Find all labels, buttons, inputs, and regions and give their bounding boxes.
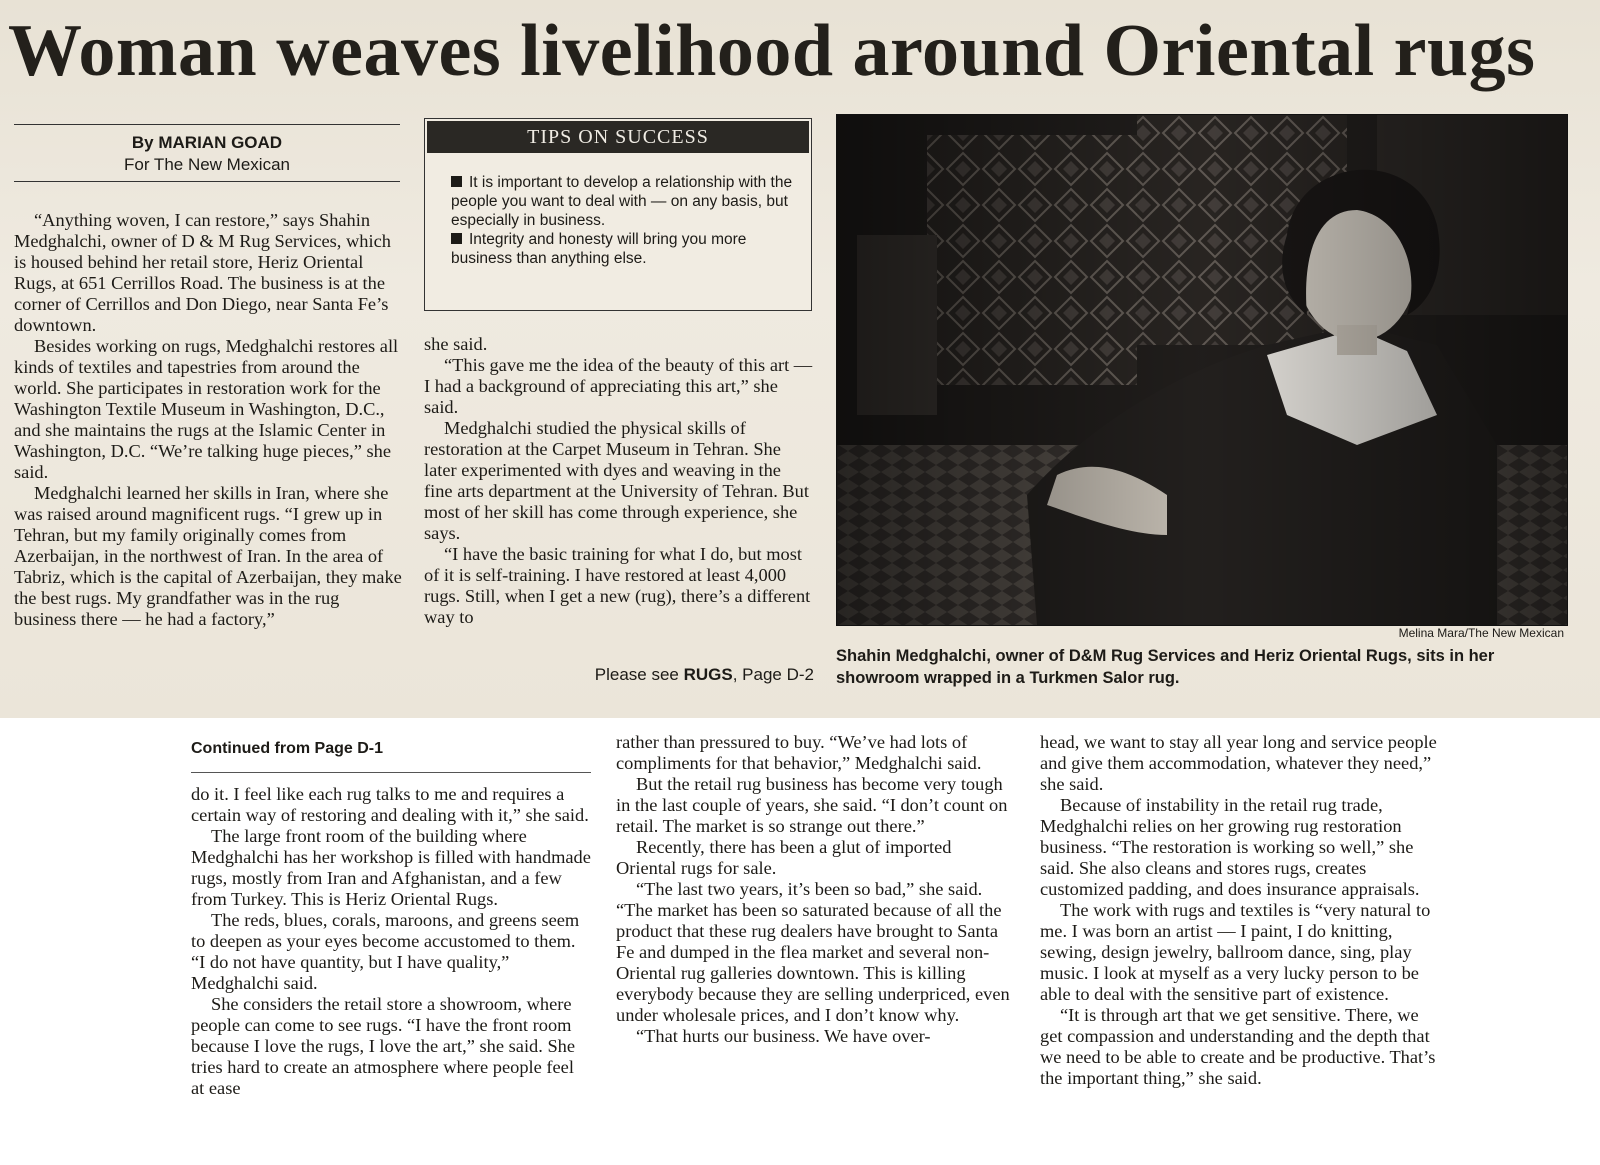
paragraph: “That hurts our business. We have over- — [636, 1026, 931, 1046]
article-photo — [836, 114, 1568, 626]
paragraph: do it. I feel like each rug talks to me and requires a certain way of restoring and dealing with it,” she said. — [191, 784, 589, 825]
paragraph: “This gave me the idea of the beauty of this art — I had a background of appreciating this art,” she said. — [424, 355, 813, 417]
paragraph: The work with rugs and textiles is “very natural to me. I was born an artist — I paint, I do knitting, sewing, design jewelry, ballroom dance, sing, play music. I look at myself as a very lucky person to be able to deal with the sensitive part of existence. — [1040, 900, 1431, 1004]
jump-prefix: Please see — [594, 665, 684, 684]
paragraph: The large front room of the building where Medghalchi has her workshop is filled with handmade rugs, mostly from Iran and Afghanistan, and a few from Turkey. This is Heriz Oriental Rugs. — [191, 826, 591, 909]
divider — [191, 772, 591, 773]
photo-illustration — [837, 115, 1567, 625]
jump-line — [424, 665, 814, 685]
paragraph: Medghalchi studied the physical skills of restoration at the Carpet Museum in Tehran. She later experimented with dyes and weaving in the fine arts department at the University of Tehran. But most of her skill has come through experience, she says. — [424, 418, 809, 543]
paragraph: “Anything woven, I can restore,” says Shahin Medghalchi, owner of D & M Rug Services, which is housed behind her retail store, Heriz Oriental Rugs, at 651 Cerrillos Road. The business is at the corner of Cerrillos and Don Diego, near Santa Fe’s downtown. — [14, 210, 391, 335]
paragraph: But the retail rug business has become very tough in the last couple of years, she said. “I don’t count on retail. The market is so strange out there.” — [616, 774, 1008, 836]
photo-caption: Shahin Medghalchi, owner of D&M Rug Services and Heriz Oriental Rugs, sits in her showroom wrapped in a Turkmen Salor rug. — [836, 647, 1495, 687]
article-column-1 — [14, 210, 402, 630]
jump-word: RUGS — [683, 665, 733, 684]
paragraph: Medghalchi learned her skills in Iran, where she was raised around magnificent rugs. “I grew up in Tehran, but my family originally comes from Azerbaijan, in the northwest of Iran. In the area of Tabriz, which is the capital of Azerbaijan, they make the best rugs. My grandfather was in the rug business there — he had a factory,” — [14, 483, 402, 629]
square-bullet-icon — [451, 176, 462, 187]
jump-suffix: , Page D-2 — [732, 665, 814, 684]
tip-item — [451, 230, 797, 268]
paragraph: “It is through art that we get sensitive. There, we get compassion and understanding and the depth that we need to be able to create and be productive. That’s the important thing,” she said. — [1040, 1005, 1436, 1088]
tip-text: Integrity and honesty will bring you more business than anything else. — [451, 231, 747, 267]
article-column-3 — [191, 784, 591, 1099]
square-bullet-icon — [451, 233, 462, 244]
tip-text: It is important to develop a relationship with the people you want to deal with — on any basis, but especially in business. — [451, 174, 793, 229]
headline: Woman weaves livelihood around Oriental rugs — [8, 10, 1536, 92]
tips-sidebar — [424, 118, 812, 311]
continued-label: Continued from Page D-1 — [191, 740, 384, 757]
paragraph: The reds, blues, corals, maroons, and greens seem to deepen as your eyes become accustomed to them. “I do not have quantity, but I have quality,” Medghalchi said. — [191, 910, 580, 993]
paragraph: she said. — [424, 334, 488, 354]
photo-credit: Melina Mara/The New Mexican — [1398, 626, 1564, 640]
paragraph: Besides working on rugs, Medghalchi restores all kinds of textiles and tapestries from around the world. She participates in restoration work for the Washington Textile Museum in Washington, D.C., and she maintains the rugs at the Islamic Center in Washington, D.C. “We’re talking huge pieces,” she said. — [14, 336, 399, 482]
article-column-2 — [424, 334, 814, 628]
byline-org: For The New Mexican — [124, 155, 290, 174]
paragraph: Recently, there has been a glut of imported Oriental rugs for sale. — [616, 837, 952, 878]
byline-name: By MARIAN GOAD — [131, 133, 283, 152]
paragraph: Because of instability in the retail rug trade, Medghalchi relies on her growing rug restoration business. “The restoration is working so well,” she said. She also cleans and stores rugs, creates customized padding, and does insurance appraisals. — [1040, 795, 1420, 899]
article-column-5 — [1040, 732, 1442, 1089]
byline — [14, 124, 400, 182]
tips-list — [425, 153, 811, 268]
tips-title: TIPS ON SUCCESS — [427, 121, 809, 153]
paragraph: “I have the basic training for what I do, but most of it is self-training. I have restored at least 4,000 rugs. Still, when I get a new (rug), there’s a different way to — [424, 544, 811, 627]
paragraph: rather than pressured to buy. “We’ve had lots of compliments for that behavior,” Medghalchi said. — [616, 732, 982, 773]
paragraph: head, we want to stay all year long and service people and give them accommodation, whatever they need,” she said. — [1040, 732, 1437, 794]
paragraph: She considers the retail store a showroom, where people can come to see rugs. “I have the front room because I love the rugs, I love the art,” she said. She tries hard to create an atmosphere where people feel at ease — [191, 994, 576, 1098]
article-column-4 — [616, 732, 1014, 1047]
paragraph: “The last two years, it’s been so bad,” she said. “The market has been so saturated because of all the product that these rug dealers have brought to Santa Fe and dumped in the flea market and several non-Oriental rug galleries downtown. This is killing everybody because they are selling underpriced, even under wholesale prices, and I don’t know why. — [616, 879, 1010, 1025]
tip-item — [451, 173, 797, 230]
